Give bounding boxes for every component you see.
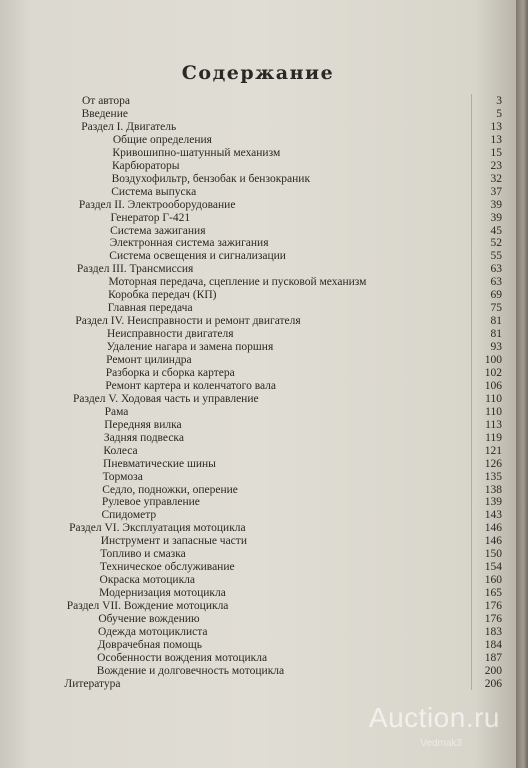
- toc-entry-page: 126: [484, 457, 502, 470]
- toc-entry: [0, 483, 516, 497]
- toc-entry-page: 93: [490, 341, 502, 354]
- toc-entry-title: Техническое обслуживание: [99, 561, 235, 574]
- toc-entry: [0, 508, 516, 522]
- toc-entry: [0, 573, 516, 587]
- toc-entry: [0, 198, 516, 212]
- toc-entry-title: Раздел VI. Эксплуатация мотоцикла: [69, 522, 246, 535]
- toc-entry: [0, 560, 516, 574]
- toc-entry-page: 154: [484, 561, 502, 574]
- toc-entry: [0, 431, 516, 445]
- toc-entry: [0, 418, 516, 432]
- toc-entry-title: Передняя вилка: [104, 418, 182, 431]
- toc-entry-page: 183: [484, 625, 502, 638]
- toc-entry-title: Колеса: [103, 444, 138, 457]
- toc-entry-page: 39: [490, 211, 502, 224]
- toc-entry: [0, 366, 516, 380]
- toc-entry-title: Электронная система зажигания: [109, 237, 269, 250]
- toc-entry-page: 139: [484, 496, 502, 509]
- toc-entry-title: Моторная передача, сцепление и пусковой механизм: [108, 276, 367, 289]
- toc-entry: [0, 495, 516, 509]
- toc-entry: [0, 301, 516, 315]
- toc-entry: [0, 405, 516, 419]
- toc-entry: [0, 534, 516, 548]
- toc-entry-title: Разборка и сборка картера: [105, 366, 235, 379]
- toc-entry-title: Задняя подвеска: [103, 431, 184, 444]
- toc-entry-title: Кривошипно-шатунный механизм: [112, 146, 281, 159]
- toc-entry-title: Воздухофильтр, бензобак и бензокраник: [111, 172, 311, 185]
- toc-entry-title: Система освещения и сигнализации: [109, 250, 286, 263]
- toc-entry-page: 39: [490, 198, 502, 211]
- toc-entry-title: Неисправности двигателя: [106, 328, 234, 341]
- toc-entry-page: 146: [484, 535, 502, 548]
- toc-entry-title: Литература: [64, 677, 121, 690]
- toc-entry: [0, 392, 516, 406]
- toc-entry-page: 184: [484, 638, 502, 651]
- toc-entry-page: 150: [484, 548, 502, 561]
- toc-entry: [0, 340, 516, 354]
- toc-entry-title: Система зажигания: [110, 224, 206, 237]
- toc-entry: [0, 262, 516, 276]
- toc-entry-page: 13: [490, 120, 502, 133]
- toc-entry-title: Спидометр: [101, 509, 157, 522]
- toc-entry-page: 63: [490, 263, 502, 276]
- toc-entry: [0, 638, 516, 652]
- toc-entry-page: 63: [490, 276, 502, 289]
- toc-entry-title: Тормоза: [102, 470, 143, 483]
- toc-entry-title: Пневматические шины: [103, 457, 216, 470]
- toc-entry-title: Главная передача: [107, 302, 193, 315]
- toc-entry-title: Вождение и долговечность мотоцикла: [96, 664, 285, 677]
- toc-entry-page: 165: [484, 587, 502, 600]
- toc-entry-page: 13: [490, 133, 502, 146]
- toc-entry-title: Особенности вождения мотоцикла: [97, 651, 268, 664]
- toc-entry-title: Генератор Г-421: [110, 211, 191, 224]
- toc-entry: [0, 185, 516, 199]
- toc-entry-page: 106: [484, 379, 502, 392]
- toc-entry: [0, 288, 516, 302]
- toc-entry-page: 143: [484, 509, 502, 522]
- toc-entry-title: Раздел V. Ходовая часть и управление: [73, 392, 259, 405]
- toc-entry-page: 100: [484, 354, 502, 366]
- toc-entry: [0, 379, 516, 393]
- toc-entry-title: Раздел I. Двигатель: [81, 120, 177, 133]
- toc-entry-page: 110: [485, 405, 502, 418]
- toc-entry-title: Рама: [104, 405, 129, 418]
- toc-entry-title: Инструмент и запасные части: [100, 535, 247, 548]
- toc-entry-title: Окраска мотоцикла: [99, 574, 195, 587]
- toc-entry-page: 113: [485, 418, 502, 431]
- toc-entry-title: Коробка передач (КП): [108, 289, 217, 302]
- toc-entry-title: Общие определения: [112, 133, 212, 146]
- toc-entry: [0, 470, 516, 484]
- toc-entry: [0, 236, 516, 250]
- toc-entry: [0, 625, 516, 639]
- toc-entry: [0, 172, 516, 186]
- toc-entry: [0, 94, 516, 108]
- toc-entry-title: Удаление нагара и замена поршня: [106, 341, 274, 354]
- toc-entry: [0, 457, 516, 471]
- toc-entry-page: 5: [496, 107, 502, 120]
- toc-entry: [0, 159, 516, 173]
- toc-entry-page: 200: [484, 664, 502, 677]
- toc-entry: [0, 120, 516, 134]
- toc-entry: [0, 664, 516, 678]
- toc-entry-title: Раздел VII. Вождение мотоцикла: [66, 600, 229, 613]
- toc-entry-page: 81: [490, 328, 502, 341]
- toc-entry: [0, 107, 516, 121]
- toc-entry-page: 176: [484, 613, 502, 625]
- toc-entry-title: Раздел II. Электрооборудование: [78, 198, 236, 211]
- toc-entry-title: Модернизация мотоцикла: [99, 587, 226, 600]
- toc-entry-title: Седло, подножки, оперение: [102, 483, 238, 496]
- watermark-username: Vedmak3: [420, 738, 462, 749]
- toc-entry-page: 121: [484, 444, 502, 457]
- toc-entry-title: Рулевое управление: [101, 496, 200, 509]
- toc-entry: [0, 327, 516, 341]
- toc-entry-page: 52: [490, 237, 502, 250]
- toc-entry-title: Одежда мотоциклиста: [97, 625, 208, 638]
- toc-entry: [0, 677, 516, 691]
- toc-entry-page: 187: [484, 651, 502, 664]
- toc-entry-title: Карбюраторы: [112, 159, 180, 172]
- toc-entry: [0, 133, 516, 147]
- toc-entry: [0, 651, 516, 665]
- toc-entry: [0, 211, 516, 225]
- toc-entry-title: Раздел IV. Неисправности и ремонт двигателя: [75, 315, 301, 328]
- toc-entry-page: 55: [490, 250, 502, 263]
- toc-entry-page: 206: [484, 677, 502, 690]
- toc-entry: [0, 612, 516, 626]
- toc-entry-title: Раздел III. Трансмиссия: [76, 263, 194, 276]
- toc-entry-page: 15: [490, 146, 502, 159]
- toc-entry-page: 32: [490, 172, 502, 185]
- toc-entry-page: 3: [496, 95, 502, 107]
- toc-entry-title: Топливо и смазка: [100, 548, 186, 561]
- toc-entry-title: Введение: [81, 107, 128, 120]
- toc-entry: [0, 547, 516, 561]
- toc-entry-page: 146: [484, 522, 502, 535]
- toc-entry-page: 176: [484, 600, 502, 613]
- toc-entry: [0, 521, 516, 535]
- toc-entry-title: Ремонт цилиндра: [106, 354, 192, 366]
- toc-entry: [0, 444, 516, 458]
- toc-entry-page: 37: [490, 185, 502, 198]
- toc-entry-title: От автора: [82, 95, 130, 107]
- toc-entry: [0, 586, 516, 600]
- toc-entry: [0, 275, 516, 289]
- toc-entry-page: 69: [490, 289, 502, 302]
- toc-entry-page: 160: [484, 574, 502, 587]
- toc-entry: [0, 314, 516, 328]
- toc-entry-title: Доврачебная помощь: [97, 638, 202, 651]
- toc-entry: [0, 353, 516, 367]
- toc-entry: [0, 599, 516, 613]
- toc-entry-title: Ремонт картера и коленчатого вала: [105, 379, 277, 392]
- toc-entry-page: 75: [490, 302, 502, 315]
- watermark-logo: Auction.ru: [368, 702, 500, 733]
- toc-entry: [0, 249, 516, 263]
- toc-entry-title: Обучение вождению: [98, 613, 200, 625]
- toc-entry-page: 81: [490, 315, 502, 328]
- toc-entry-page: 138: [484, 483, 502, 496]
- toc-entry: [0, 146, 516, 160]
- toc-entry-page: 23: [490, 159, 502, 172]
- book-spine: [516, 0, 528, 768]
- toc-entry-page: 135: [484, 470, 502, 483]
- toc-entry-page: 102: [484, 366, 502, 379]
- toc-entry-title: Система выпуска: [111, 185, 197, 198]
- toc-entry-page: 110: [485, 392, 502, 405]
- toc-entry-page: 119: [485, 431, 502, 444]
- toc-entry-page: 45: [490, 224, 502, 237]
- page-title: Содержание: [181, 62, 335, 84]
- toc-entry: [0, 224, 516, 238]
